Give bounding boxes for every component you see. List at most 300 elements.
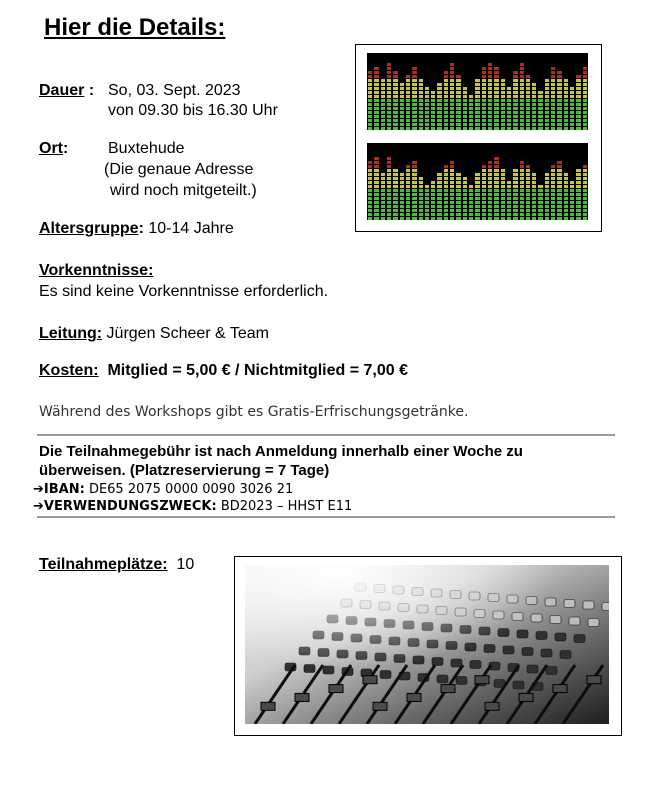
equalizer-cell bbox=[475, 205, 479, 208]
equalizer-cell bbox=[507, 217, 511, 220]
equalizer-cell bbox=[520, 107, 524, 110]
equalizer-cell bbox=[482, 103, 486, 106]
equalizer-cell bbox=[507, 201, 511, 204]
equalizer-cell bbox=[488, 111, 492, 114]
equalizer-cell bbox=[538, 201, 542, 204]
equalizer-cell bbox=[456, 205, 460, 208]
equalizer-cell bbox=[520, 165, 524, 168]
equalizer-cell bbox=[583, 165, 587, 168]
ort-label: Ort bbox=[39, 140, 63, 157]
equalizer-cell bbox=[551, 213, 555, 216]
equalizer-cell bbox=[431, 119, 435, 122]
equalizer-cell bbox=[381, 189, 385, 192]
equalizer-cell bbox=[393, 87, 397, 90]
equalizer-cell bbox=[570, 123, 574, 126]
equalizer-cell bbox=[583, 107, 587, 110]
equalizer-cell bbox=[557, 213, 561, 216]
equalizer-cell bbox=[437, 87, 441, 90]
equalizer-cell bbox=[437, 111, 441, 114]
equalizer-bar bbox=[381, 75, 385, 130]
equalizer-cell bbox=[456, 217, 460, 220]
equalizer-cell bbox=[456, 83, 460, 86]
equalizer-cell bbox=[482, 115, 486, 118]
equalizer-cell bbox=[450, 91, 454, 94]
equalizer-cell bbox=[374, 87, 378, 90]
equalizer-cell bbox=[393, 169, 397, 172]
equalizer-cell bbox=[431, 185, 435, 188]
equalizer-cell bbox=[437, 115, 441, 118]
equalizer-cell bbox=[406, 119, 410, 122]
equalizer-cell bbox=[532, 127, 536, 130]
equalizer-cell bbox=[551, 87, 555, 90]
equalizer-cell bbox=[583, 185, 587, 188]
equalizer-cell bbox=[520, 63, 524, 66]
equalizer-cell bbox=[526, 205, 530, 208]
equalizer-cell bbox=[494, 99, 498, 102]
equalizer-cell bbox=[400, 173, 404, 176]
equalizer-cell bbox=[570, 103, 574, 106]
equalizer-cell bbox=[488, 87, 492, 90]
equalizer-cell bbox=[557, 185, 561, 188]
equalizer-cell bbox=[368, 201, 372, 204]
equalizer-cell bbox=[557, 127, 561, 130]
equalizer-cell bbox=[425, 217, 429, 220]
equalizer-cell bbox=[406, 193, 410, 196]
equalizer-bar bbox=[425, 86, 429, 130]
equalizer-cell bbox=[545, 99, 549, 102]
equalizer-cell bbox=[374, 127, 378, 130]
equalizer-cell bbox=[412, 173, 416, 176]
equalizer-cell bbox=[463, 123, 467, 126]
equalizer-cell bbox=[412, 95, 416, 98]
equalizer-cell bbox=[520, 217, 524, 220]
equalizer-cell bbox=[551, 115, 555, 118]
equalizer-cell bbox=[488, 71, 492, 74]
equalizer-cell bbox=[368, 193, 372, 196]
equalizer-cell bbox=[444, 217, 448, 220]
equalizer-cell bbox=[475, 119, 479, 122]
equalizer-cell bbox=[570, 217, 574, 220]
equalizer-bar bbox=[538, 181, 542, 220]
equalizer-cell bbox=[532, 87, 536, 90]
equalizer-bar bbox=[520, 160, 524, 220]
equalizer-cell bbox=[463, 181, 467, 184]
equalizer-cell bbox=[437, 119, 441, 122]
equalizer-cell bbox=[583, 123, 587, 126]
equalizer-cell bbox=[387, 161, 391, 164]
equalizer-cell bbox=[400, 103, 404, 106]
equalizer-cell bbox=[482, 91, 486, 94]
equalizer-cell bbox=[393, 83, 397, 86]
equalizer-cell bbox=[393, 185, 397, 188]
payment-text-line-1: Die Teilnahmegebühr ist nach Anmeldung innerhalb einer Woche zu bbox=[39, 443, 523, 460]
equalizer-cell bbox=[463, 209, 467, 212]
equalizer-cell bbox=[488, 197, 492, 200]
equalizer-cell bbox=[406, 213, 410, 216]
equalizer-cell bbox=[482, 185, 486, 188]
equalizer-cell bbox=[437, 213, 441, 216]
equalizer-cell bbox=[444, 95, 448, 98]
equalizer-cell bbox=[456, 111, 460, 114]
equalizer-bar bbox=[387, 60, 391, 130]
equalizer-cell bbox=[425, 119, 429, 122]
equalizer-cell bbox=[425, 91, 429, 94]
equalizer-cell bbox=[494, 83, 498, 86]
equalizer-cell bbox=[576, 205, 580, 208]
equalizer-cell bbox=[431, 127, 435, 130]
equalizer-cell bbox=[412, 67, 416, 70]
equalizer-cell bbox=[520, 83, 524, 86]
equalizer-cell bbox=[513, 115, 517, 118]
equalizer-cell bbox=[488, 99, 492, 102]
equalizer-cell bbox=[456, 79, 460, 82]
equalizer-cell bbox=[475, 91, 479, 94]
equalizer-bar bbox=[576, 72, 580, 130]
equalizer-bar bbox=[393, 68, 397, 130]
equalizer-cell bbox=[538, 115, 542, 118]
equalizer-cell bbox=[469, 201, 473, 204]
equalizer-cell bbox=[381, 177, 385, 180]
equalizer-cell bbox=[501, 83, 505, 86]
equalizer-cell bbox=[538, 95, 542, 98]
equalizer-cell bbox=[501, 201, 505, 204]
equalizer-cell bbox=[494, 67, 498, 70]
equalizer-cell bbox=[425, 111, 429, 114]
equalizer-cell bbox=[576, 197, 580, 200]
equalizer-cell bbox=[564, 197, 568, 200]
equalizer-cell bbox=[583, 111, 587, 114]
equalizer-cell bbox=[475, 123, 479, 126]
equalizer-bar bbox=[564, 77, 568, 130]
equalizer-cell bbox=[488, 193, 492, 196]
equalizer-cell bbox=[450, 95, 454, 98]
equalizer-cell bbox=[450, 185, 454, 188]
equalizer-cell bbox=[381, 185, 385, 188]
equalizer-cell bbox=[576, 185, 580, 188]
equalizer-bar bbox=[526, 72, 530, 130]
equalizer-cell bbox=[400, 193, 404, 196]
equalizer-bar bbox=[374, 64, 378, 130]
equalizer-cell bbox=[513, 75, 517, 78]
equalizer-cell bbox=[545, 79, 549, 82]
equalizer-cell bbox=[501, 91, 505, 94]
equalizer-cell bbox=[419, 127, 423, 130]
equalizer-cell bbox=[570, 107, 574, 110]
equalizer-cell bbox=[450, 181, 454, 184]
equalizer-cell bbox=[368, 87, 372, 90]
equalizer-cell bbox=[501, 205, 505, 208]
equalizer-cell bbox=[444, 91, 448, 94]
equalizer-cell bbox=[488, 95, 492, 98]
equalizer-cell bbox=[570, 99, 574, 102]
equalizer-cell bbox=[387, 213, 391, 216]
equalizer-cell bbox=[419, 213, 423, 216]
equalizer-cell bbox=[576, 173, 580, 176]
equalizer-cell bbox=[482, 127, 486, 130]
equalizer-cell bbox=[374, 205, 378, 208]
equalizer-cell bbox=[494, 79, 498, 82]
equalizer-cell bbox=[532, 205, 536, 208]
equalizer-cell bbox=[583, 201, 587, 204]
equalizer-cell bbox=[450, 197, 454, 200]
equalizer-cell bbox=[374, 83, 378, 86]
equalizer-cell bbox=[532, 213, 536, 216]
equalizer-cell bbox=[400, 123, 404, 126]
equalizer-cell bbox=[557, 161, 561, 164]
equalizer-cell bbox=[488, 115, 492, 118]
equalizer-cell bbox=[387, 217, 391, 220]
dauer-time: von 09.30 bis 16.30 Uhr bbox=[108, 102, 278, 119]
equalizer-cell bbox=[475, 209, 479, 212]
equalizer-cell bbox=[431, 201, 435, 204]
equalizer-cell bbox=[469, 209, 473, 212]
equalizer-cell bbox=[583, 177, 587, 180]
equalizer-cell bbox=[526, 95, 530, 98]
equalizer-cell bbox=[520, 99, 524, 102]
equalizer-cell bbox=[444, 213, 448, 216]
equalizer-cell bbox=[469, 95, 473, 98]
equalizer-cell bbox=[444, 181, 448, 184]
equalizer-cell bbox=[526, 165, 530, 168]
dauer-date: So, 03. Sept. 2023 bbox=[108, 82, 241, 99]
equalizer-cell bbox=[412, 119, 416, 122]
equalizer-cell bbox=[387, 115, 391, 118]
equalizer-cell bbox=[494, 169, 498, 172]
equalizer-bar bbox=[494, 64, 498, 130]
equalizer-cell bbox=[551, 103, 555, 106]
equalizer-cell bbox=[406, 115, 410, 118]
equalizer-cell bbox=[425, 103, 429, 106]
equalizer-cell bbox=[551, 209, 555, 212]
equalizer-cell bbox=[501, 99, 505, 102]
equalizer-cell bbox=[482, 75, 486, 78]
equalizer-cell bbox=[475, 99, 479, 102]
equalizer-cell bbox=[507, 111, 511, 114]
equalizer-cell bbox=[406, 91, 410, 94]
equalizer-cell bbox=[488, 127, 492, 130]
equalizer-cell bbox=[387, 71, 391, 74]
equalizer-bar bbox=[393, 166, 397, 220]
equalizer-cell bbox=[469, 111, 473, 114]
equalizer-cell bbox=[406, 75, 410, 78]
equalizer-cell bbox=[538, 185, 542, 188]
ort-note-2: wird noch mitgeteilt.) bbox=[110, 182, 257, 199]
equalizer-cell bbox=[450, 83, 454, 86]
equalizer-cell bbox=[444, 185, 448, 188]
equalizer-cell bbox=[463, 111, 467, 114]
equalizer-cell bbox=[387, 177, 391, 180]
equalizer-cell bbox=[450, 87, 454, 90]
equalizer-cell bbox=[520, 173, 524, 176]
equalizer-cell bbox=[374, 95, 378, 98]
equalizer-cell bbox=[393, 79, 397, 82]
equalizer-cell bbox=[576, 181, 580, 184]
equalizer-cell bbox=[482, 107, 486, 110]
equalizer-cell bbox=[387, 123, 391, 126]
audio-equalizer-image bbox=[367, 53, 588, 130]
equalizer-cell bbox=[570, 115, 574, 118]
equalizer-cell bbox=[431, 99, 435, 102]
equalizer-cell bbox=[501, 213, 505, 216]
equalizer-cell bbox=[583, 189, 587, 192]
equalizer-cell bbox=[412, 75, 416, 78]
equalizer-cell bbox=[450, 169, 454, 172]
equalizer-bar bbox=[374, 156, 378, 220]
equalizer-cell bbox=[406, 169, 410, 172]
equalizer-cell bbox=[520, 103, 524, 106]
equalizer-cell bbox=[469, 217, 473, 220]
equalizer-cell bbox=[463, 217, 467, 220]
equalizer-cell bbox=[387, 63, 391, 66]
equalizer-cell bbox=[381, 123, 385, 126]
equalizer-cell bbox=[532, 201, 536, 204]
equalizer-cell bbox=[431, 95, 435, 98]
equalizer-cell bbox=[557, 165, 561, 168]
payment-top-rule bbox=[37, 434, 615, 436]
equalizer-cell bbox=[551, 99, 555, 102]
equalizer-cell bbox=[488, 205, 492, 208]
equalizer-bar bbox=[463, 175, 467, 220]
equalizer-cell bbox=[444, 75, 448, 78]
equalizer-cell bbox=[387, 67, 391, 70]
equalizer-cell bbox=[513, 181, 517, 184]
equalizer-cell bbox=[545, 123, 549, 126]
equalizer-cell bbox=[374, 173, 378, 176]
equalizer-cell bbox=[507, 99, 511, 102]
equalizer-cell bbox=[488, 181, 492, 184]
equalizer-cell bbox=[444, 197, 448, 200]
equalizer-cell bbox=[419, 197, 423, 200]
equalizer-cell bbox=[437, 103, 441, 106]
equalizer-cell bbox=[570, 127, 574, 130]
equalizer-cell bbox=[507, 119, 511, 122]
equalizer-cell bbox=[520, 95, 524, 98]
equalizer-cell bbox=[400, 119, 404, 122]
equalizer-cell bbox=[368, 111, 372, 114]
equalizer-cell bbox=[368, 127, 372, 130]
equalizer-cell bbox=[576, 91, 580, 94]
equalizer-cell bbox=[456, 99, 460, 102]
equalizer-cell bbox=[456, 197, 460, 200]
equalizer-cell bbox=[406, 79, 410, 82]
equalizer-cell bbox=[551, 169, 555, 172]
equalizer-cell bbox=[444, 107, 448, 110]
equalizer-cell bbox=[551, 107, 555, 110]
ort-label-row bbox=[39, 139, 68, 159]
equalizer-cell bbox=[444, 99, 448, 102]
equalizer-cell bbox=[444, 71, 448, 74]
iban-value: DE65 2075 0000 0090 3026 21 bbox=[88, 482, 294, 497]
equalizer-cell bbox=[482, 123, 486, 126]
equalizer-cell bbox=[564, 111, 568, 114]
equalizer-bar bbox=[412, 157, 416, 220]
equalizer-cell bbox=[532, 119, 536, 122]
equalizer-bar bbox=[419, 174, 423, 220]
equalizer-cell bbox=[576, 107, 580, 110]
equalizer-cell bbox=[520, 67, 524, 70]
equalizer-cell bbox=[444, 193, 448, 196]
equalizer-cell bbox=[557, 173, 561, 176]
equalizer-cell bbox=[412, 79, 416, 82]
equalizer-cell bbox=[564, 99, 568, 102]
equalizer-bar bbox=[444, 161, 448, 220]
equalizer-cell bbox=[482, 193, 486, 196]
equalizer-bar bbox=[406, 164, 410, 220]
equalizer-cell bbox=[570, 197, 574, 200]
equalizer-cell bbox=[482, 79, 486, 82]
equalizer-cell bbox=[450, 115, 454, 118]
equalizer-cell bbox=[450, 123, 454, 126]
equalizer-cell bbox=[469, 197, 473, 200]
equalizer-cell bbox=[564, 177, 568, 180]
equalizer-cell bbox=[532, 177, 536, 180]
equalizer-cell bbox=[381, 217, 385, 220]
kosten-row bbox=[39, 361, 408, 381]
equalizer-cell bbox=[387, 169, 391, 172]
equalizer-cell bbox=[526, 217, 530, 220]
equalizer-cell bbox=[412, 103, 416, 106]
equalizer-bar bbox=[475, 172, 479, 220]
altersgruppe-colon: : bbox=[138, 220, 144, 237]
equalizer-cell bbox=[393, 197, 397, 200]
equalizer-cell bbox=[513, 95, 517, 98]
equalizer-cell bbox=[513, 169, 517, 172]
equalizer-bar bbox=[400, 82, 404, 130]
equalizer-cell bbox=[400, 115, 404, 118]
equalizer-cell bbox=[425, 189, 429, 192]
teilnahmeplaetze-label: Teilnahmeplätze: bbox=[39, 556, 168, 573]
equalizer-cell bbox=[450, 205, 454, 208]
equalizer-cell bbox=[419, 91, 423, 94]
equalizer-cell bbox=[425, 99, 429, 102]
equalizer-bar bbox=[551, 163, 555, 220]
equalizer-cell bbox=[425, 213, 429, 216]
equalizer-cell bbox=[576, 217, 580, 220]
equalizer-cell bbox=[400, 99, 404, 102]
equalizer-cell bbox=[393, 193, 397, 196]
equalizer-cell bbox=[456, 181, 460, 184]
equalizer-cell bbox=[412, 107, 416, 110]
equalizer-cell bbox=[406, 87, 410, 90]
equalizer-cell bbox=[482, 111, 486, 114]
equalizer-bar bbox=[456, 73, 460, 130]
equalizer-cell bbox=[501, 127, 505, 130]
equalizer-cell bbox=[419, 181, 423, 184]
equalizer-cell bbox=[381, 95, 385, 98]
equalizer-cell bbox=[488, 91, 492, 94]
equalizer-cell bbox=[412, 115, 416, 118]
equalizer-cell bbox=[532, 83, 536, 86]
equalizer-bar bbox=[501, 75, 505, 130]
equalizer-cell bbox=[444, 165, 448, 168]
equalizer-cell bbox=[545, 181, 549, 184]
equalizer-cell bbox=[551, 95, 555, 98]
equalizer-cell bbox=[526, 185, 530, 188]
equalizer-cell bbox=[444, 127, 448, 130]
equalizer-cell bbox=[488, 217, 492, 220]
equalizer-cell bbox=[463, 201, 467, 204]
equalizer-cell bbox=[400, 177, 404, 180]
equalizer-cell bbox=[450, 201, 454, 204]
equalizer-cell bbox=[564, 185, 568, 188]
equalizer-cell bbox=[431, 91, 435, 94]
equalizer-cell bbox=[564, 115, 568, 118]
equalizer-cell bbox=[387, 79, 391, 82]
equalizer-cell bbox=[393, 173, 397, 176]
equalizer-cell bbox=[513, 83, 517, 86]
equalizer-cell bbox=[513, 99, 517, 102]
equalizer-cell bbox=[412, 181, 416, 184]
